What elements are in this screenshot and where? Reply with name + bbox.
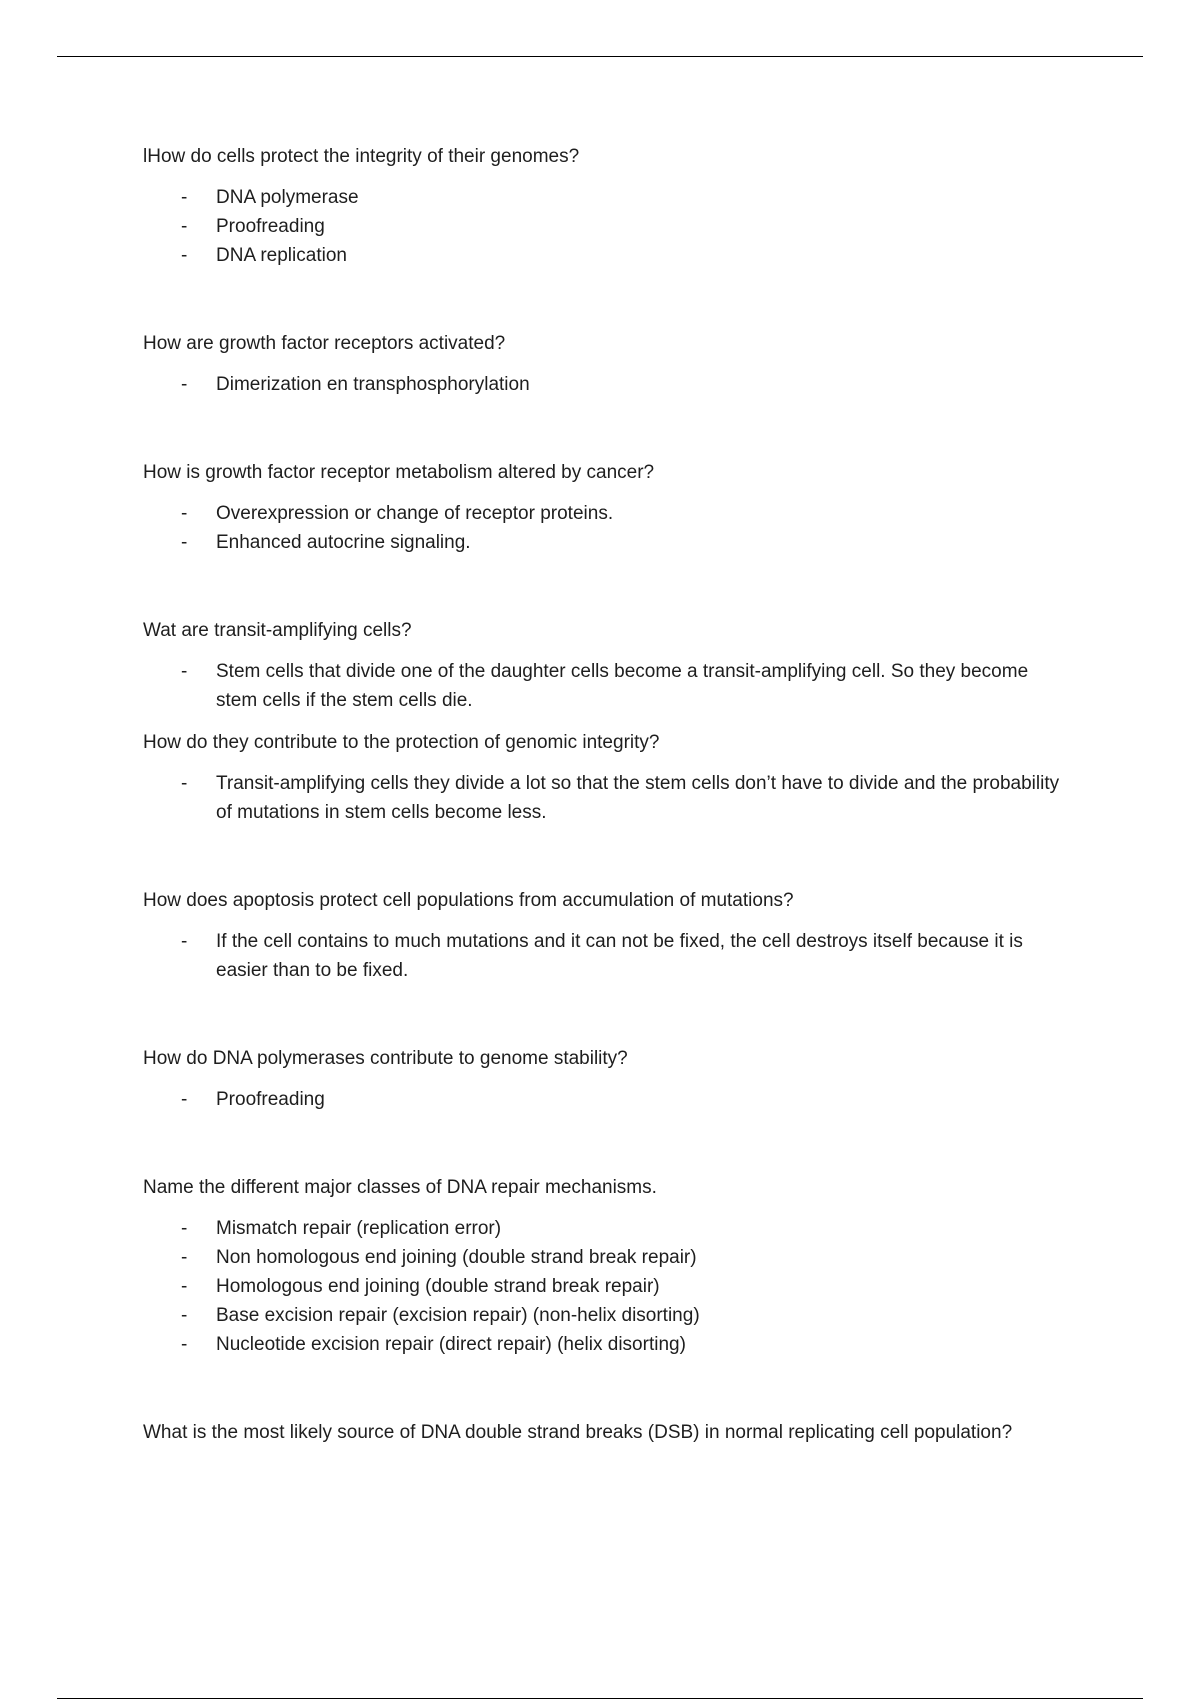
answer-list [143, 927, 1063, 985]
qa-block-dna-polymerases [143, 1045, 1063, 1114]
answer-text: If the cell contains to much mutations and it can not be fixed, the cell destroys itself because it is easier than to be fixed. [216, 931, 1023, 981]
bullet-dash: - [181, 1089, 188, 1110]
answer-item [143, 1085, 1063, 1114]
bullet-dash: - [181, 773, 188, 794]
bullet-dash: - [181, 187, 188, 208]
bullet-dash: - [181, 503, 188, 524]
answer-text: Non homologous end joining (double strand break repair) [216, 1247, 697, 1268]
header-rule [57, 56, 1143, 57]
bullet-dash: - [181, 532, 188, 553]
qa-block-dsb-source [143, 1419, 1063, 1447]
question: Wat are transit-amplifying cells? [143, 620, 412, 641]
answer-item [143, 1214, 1063, 1243]
document-body [143, 143, 1063, 1459]
bullet-dash: - [181, 1218, 188, 1239]
answer-text: Base excision repair (excision repair) (non-helix disorting) [216, 1305, 700, 1326]
bullet-dash: - [181, 216, 188, 237]
answer-item [143, 1330, 1063, 1359]
answer-text: DNA polymerase [216, 187, 359, 208]
answer-text: Enhanced autocrine signaling. [216, 532, 471, 553]
answer-text: Mismatch repair (replication error) [216, 1218, 502, 1239]
qa-block-receptor-cancer [143, 459, 1063, 557]
qa-block-genomic-protection [143, 729, 1063, 827]
answer-item [143, 1301, 1063, 1330]
footer-rule [57, 1698, 1143, 1699]
bullet-dash: - [181, 245, 188, 266]
answer-list [143, 370, 1063, 399]
qa-block-receptor-activation [143, 330, 1063, 399]
question: lHow do cells protect the integrity of their genomes? [143, 146, 580, 167]
answer-item [143, 769, 1063, 827]
answer-text: Proofreading [216, 1089, 325, 1110]
answer-item [143, 370, 1063, 399]
answer-item [143, 927, 1063, 985]
bullet-dash: - [181, 374, 188, 395]
answer-list [143, 1085, 1063, 1114]
qa-block-apoptosis [143, 887, 1063, 985]
question: How do they contribute to the protection of genomic integrity? [143, 732, 660, 753]
bullet-dash: - [181, 931, 188, 952]
answer-item [143, 657, 1063, 715]
answer-text: Dimerization en transphosphorylation [216, 374, 530, 395]
question: How are growth factor receptors activated? [143, 333, 506, 354]
answer-item [143, 1272, 1063, 1301]
answer-item [143, 528, 1063, 557]
question: What is the most likely source of DNA double strand breaks (DSB) in normal replicating cell population? [143, 1422, 1013, 1443]
bullet-dash: - [181, 661, 188, 682]
answer-item [143, 183, 1063, 212]
answer-list [143, 769, 1063, 827]
answer-list [143, 657, 1063, 715]
answer-item [143, 241, 1063, 270]
bullet-dash: - [181, 1276, 188, 1297]
answer-item [143, 499, 1063, 528]
answer-item [143, 1243, 1063, 1272]
question: Name the different major classes of DNA repair mechanisms. [143, 1177, 657, 1198]
answer-text: Proofreading [216, 216, 325, 237]
answer-text: Transit-amplifying cells they divide a lot so that the stem cells don’t have to divide and the probability of mutations in stem cells become less. [216, 773, 1060, 823]
answer-text: Stem cells that divide one of the daughter cells become a transit-amplifying cell. So they become stem cells if the stem cells die. [216, 661, 1029, 711]
answer-text: Overexpression or change of receptor proteins. [216, 503, 614, 524]
answer-text: Homologous end joining (double strand break repair) [216, 1276, 660, 1297]
answer-list [143, 183, 1063, 270]
qa-block-genome-integrity [143, 143, 1063, 270]
bullet-dash: - [181, 1334, 188, 1355]
answer-list [143, 1214, 1063, 1359]
qa-block-transit-amplifying [143, 617, 1063, 715]
bullet-dash: - [181, 1305, 188, 1326]
answer-item [143, 212, 1063, 241]
answer-text: DNA replication [216, 245, 347, 266]
question: How is growth factor receptor metabolism altered by cancer? [143, 462, 655, 483]
question: How does apoptosis protect cell populations from accumulation of mutations? [143, 890, 794, 911]
answer-text: Nucleotide excision repair (direct repair) (helix disorting) [216, 1334, 686, 1355]
bullet-dash: - [181, 1247, 188, 1268]
qa-block-repair-mechanisms [143, 1174, 1063, 1359]
answer-list [143, 499, 1063, 557]
question: How do DNA polymerases contribute to genome stability? [143, 1048, 628, 1069]
